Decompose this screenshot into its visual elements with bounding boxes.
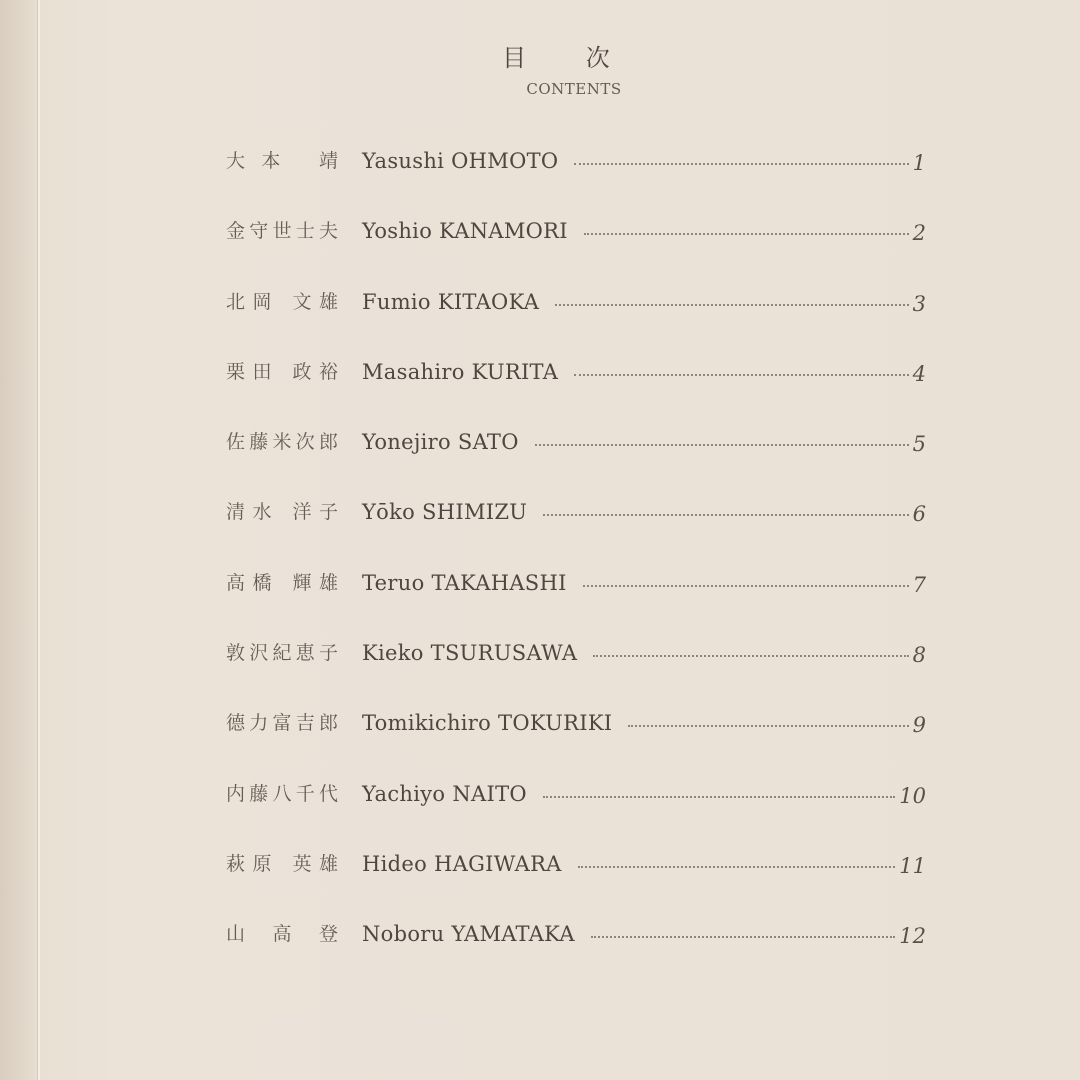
artist-name-japanese: 萩原 英雄 xyxy=(226,852,338,875)
dot-leader xyxy=(578,846,896,882)
artist-name-english: Yachiyo NAITO xyxy=(362,781,527,806)
page-fold xyxy=(38,0,40,1080)
dot-leader xyxy=(535,424,909,460)
toc-entry xyxy=(226,494,926,564)
artist-name-english: Hideo HAGIWARA xyxy=(362,851,562,876)
toc-entry xyxy=(226,565,926,635)
toc-entry xyxy=(226,916,926,986)
page-number: 6 xyxy=(912,502,926,527)
page-number: 8 xyxy=(912,643,926,668)
artist-name-japanese: 北岡 文雄 xyxy=(226,290,338,313)
artist-name-japanese: 大本 靖 xyxy=(226,150,338,172)
page-number: 11 xyxy=(899,853,926,878)
page-number: 12 xyxy=(899,924,926,949)
toc-entry xyxy=(226,354,926,424)
artist-name-japanese: 敦沢紀恵子 xyxy=(226,642,338,665)
contents-title-japanese: 目 次 xyxy=(502,44,636,72)
page-number: 4 xyxy=(912,361,926,386)
toc-entry xyxy=(226,705,926,775)
artist-name-english: Yoshio KANAMORI xyxy=(362,219,568,244)
dot-leader xyxy=(574,354,908,390)
page-number: 1 xyxy=(912,151,926,175)
artist-name-english: Fumio KITAOKA xyxy=(362,289,540,314)
table-of-contents xyxy=(226,143,926,987)
dot-leader xyxy=(574,143,908,179)
dot-leader xyxy=(555,284,908,320)
toc-entry xyxy=(226,635,926,705)
dot-leader xyxy=(543,494,908,530)
artist-name-english: Tomikichiro TOKURIKI xyxy=(362,711,613,736)
artist-name-japanese: 山 高 登 xyxy=(226,923,338,946)
artist-name-japanese: 德力富吉郎 xyxy=(226,712,338,735)
dot-leader xyxy=(628,705,908,741)
toc-entry xyxy=(226,143,926,213)
artist-name-english: Masahiro KURITA xyxy=(362,359,559,384)
artist-name-japanese: 栗田 政裕 xyxy=(226,360,338,383)
page-number: 5 xyxy=(912,432,926,457)
artist-name-japanese: 金守世士夫 xyxy=(226,220,338,243)
toc-entry xyxy=(226,284,926,354)
page-number: 2 xyxy=(912,221,926,246)
artist-name-english: Yōko SHIMIZU xyxy=(362,500,528,525)
dot-leader xyxy=(543,776,895,812)
toc-entry xyxy=(226,776,926,846)
artist-name-english: Teruo TAKAHASHI xyxy=(362,570,567,595)
toc-entry xyxy=(226,213,926,283)
dot-leader xyxy=(593,635,908,671)
page-number: 9 xyxy=(912,713,926,738)
artist-name-english: Kieko TSURUSAWA xyxy=(362,641,578,666)
artist-name-japanese: 佐藤米次郎 xyxy=(226,431,338,454)
artist-name-english: Yasushi OHMOTO xyxy=(362,149,559,173)
toc-entry xyxy=(226,424,926,494)
artist-name-japanese: 高橋 輝雄 xyxy=(226,571,338,594)
artist-name-japanese: 清水 洋子 xyxy=(226,501,338,524)
artist-name-english: Noboru YAMATAKA xyxy=(362,922,575,947)
page-number: 3 xyxy=(912,291,926,316)
page-number: 7 xyxy=(912,572,926,597)
dot-leader xyxy=(583,565,909,601)
page-number: 10 xyxy=(899,783,926,808)
toc-entry xyxy=(226,846,926,916)
dot-leader xyxy=(584,213,909,249)
artist-name-english: Yonejiro SATO xyxy=(362,430,519,455)
dot-leader xyxy=(591,916,895,952)
contents-title-english: CONTENTS xyxy=(526,80,622,98)
artist-name-japanese: 内藤八千代 xyxy=(226,782,338,805)
